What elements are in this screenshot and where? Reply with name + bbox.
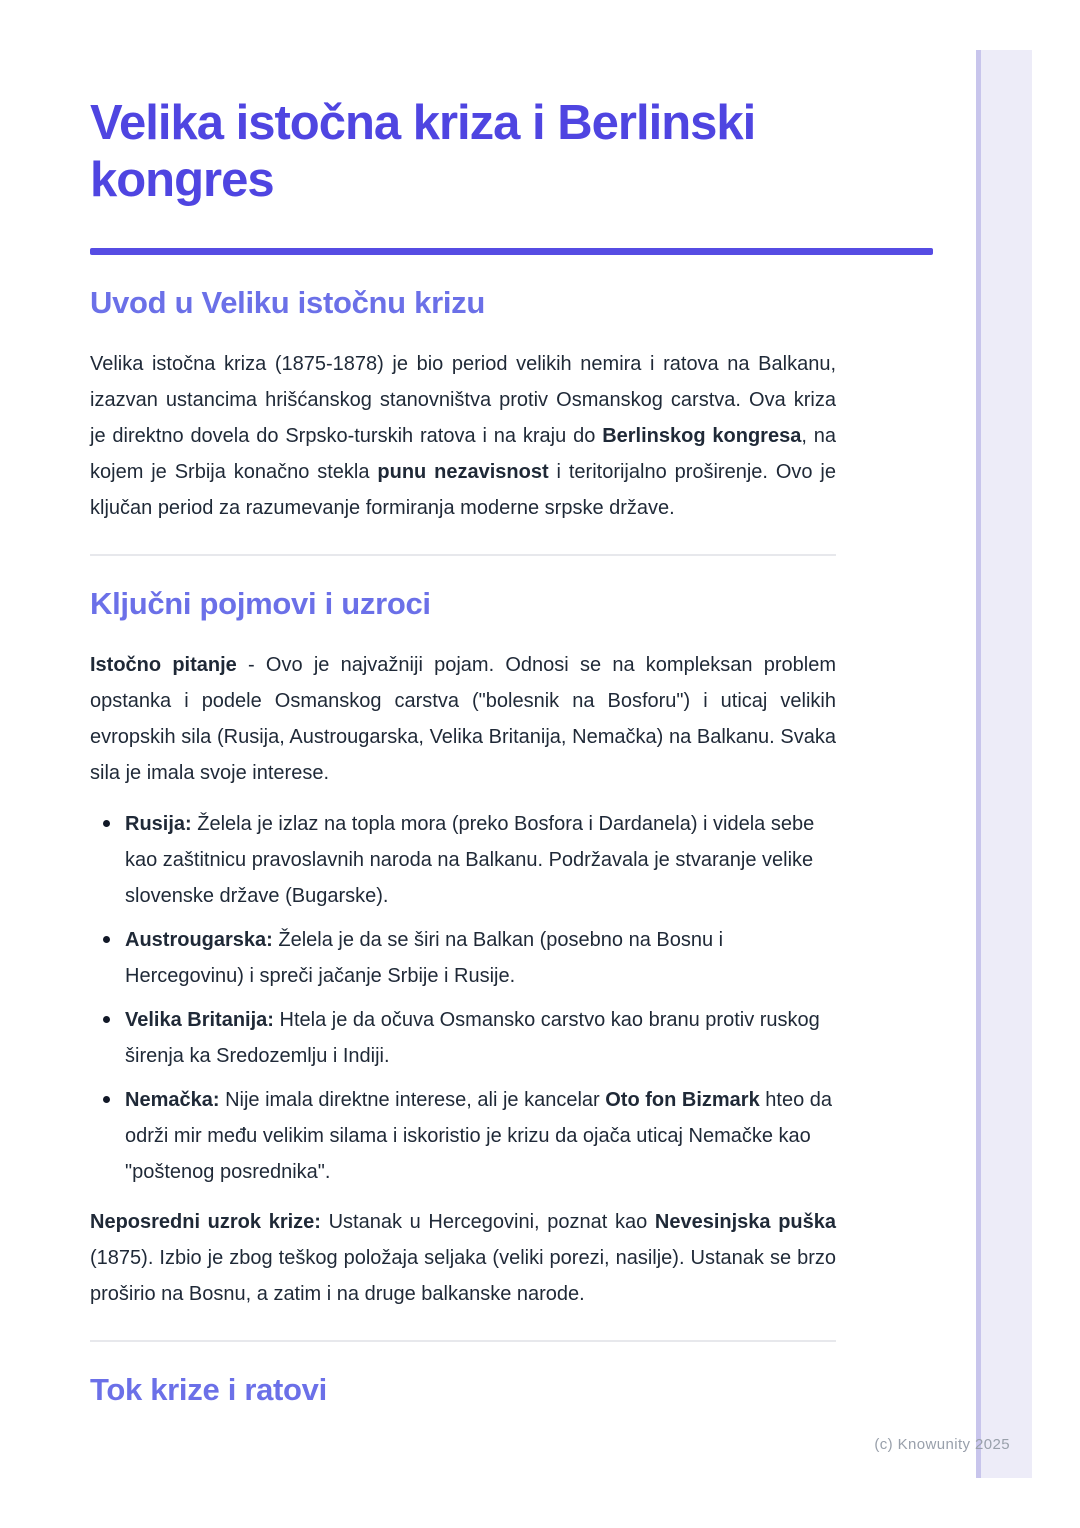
powers-interest-list [90,806,836,1190]
list-item-text: Austrougarska: Želela je da se širi na Balkan (posebno na Bosnu i Hercegovinu) i spreči jačanje Srbije i Rusije. [125,929,724,987]
side-rail [976,50,1032,1478]
bullet-icon [103,820,110,827]
bullet-icon [103,1016,110,1023]
neposredni-uzrok-paragraph: Neposredni uzrok krize: Ustanak u Hercegovini, poznat kao Nevesinjska puška (1875). Izbio je zbog teškog položaja seljaka (veliki porezi, nasilje). Ustanak se brzo proširio na Bosnu, a zatim i na druge balkanske narode. [90,1211,836,1305]
list-item-rusija [90,806,836,914]
section-heading-kljucni-pojmovi: Ključni pojmovi i uzroci [90,586,431,621]
intro-paragraph: Velika istočna kriza (1875-1878) je bio period velikih nemira i ratova na Balkanu, izazvan ustancima hrišćanskog stanovništva protiv Osmanskog carstva. Ova kriza je direktno dovela do Srpsko-turskih ratova i na kraju do Berlinskog kongresa, na kojem je Srbija konačno stekla punu nezavisnost i teritorijalno proširenje. Ovo je ključan period za razumevanje formiranja moderne srpske države. [90,353,837,519]
watermark: (c) Knowunity 2025 [874,1436,1010,1453]
list-item-velika-britanija [90,1002,836,1074]
list-item-austrougarska [90,922,836,994]
section-divider [90,554,836,556]
list-item-text: Rusija: Želela je izlaz na topla mora (preko Bosfora i Dardanela) i videla sebe kao zaštitnicu pravoslavnih naroda na Balkanu. Podržavala je stvaranje velike slovenske države (Bugarske). [125,813,815,907]
istocno-pitanje-paragraph: Istočno pitanje - Ovo je najvažniji pojam. Odnosi se na kompleksan problem opstanka i podele Osmanskog carstva ("bolesnik na Bosforu") i uticaj velikih evropskih sila (Rusija, Austrougarska, Velika Britanija, Nemačka) na Balkanu. Svaka sila je imala svoje interese. [90,654,836,784]
bullet-icon [103,936,110,943]
page-title: Velika istočna kriza i Berlinski kongres [90,96,756,207]
section-heading-uvod: Uvod u Veliku istočnu krizu [90,285,485,320]
list-item-nemacka [90,1082,836,1190]
title-rule [90,248,933,255]
section-divider [90,1340,836,1342]
list-item-text: Velika Britanija: Htela je da očuva Osmansko carstvo kao branu protiv ruskog širenja ka Sredozemlju i Indiji. [125,1009,820,1067]
document-page [90,95,933,1409]
list-item-text: Nemačka: Nije imala direktne interese, ali je kancelar Oto fon Bizmark hteo da održi mir među velikim silama i iskoristio je krizu da ojača uticaj Nemačke kao "poštenog posrednika". [125,1089,832,1183]
bullet-icon [103,1096,110,1103]
section-heading-tok-krize: Tok krize i ratovi [90,1372,327,1407]
